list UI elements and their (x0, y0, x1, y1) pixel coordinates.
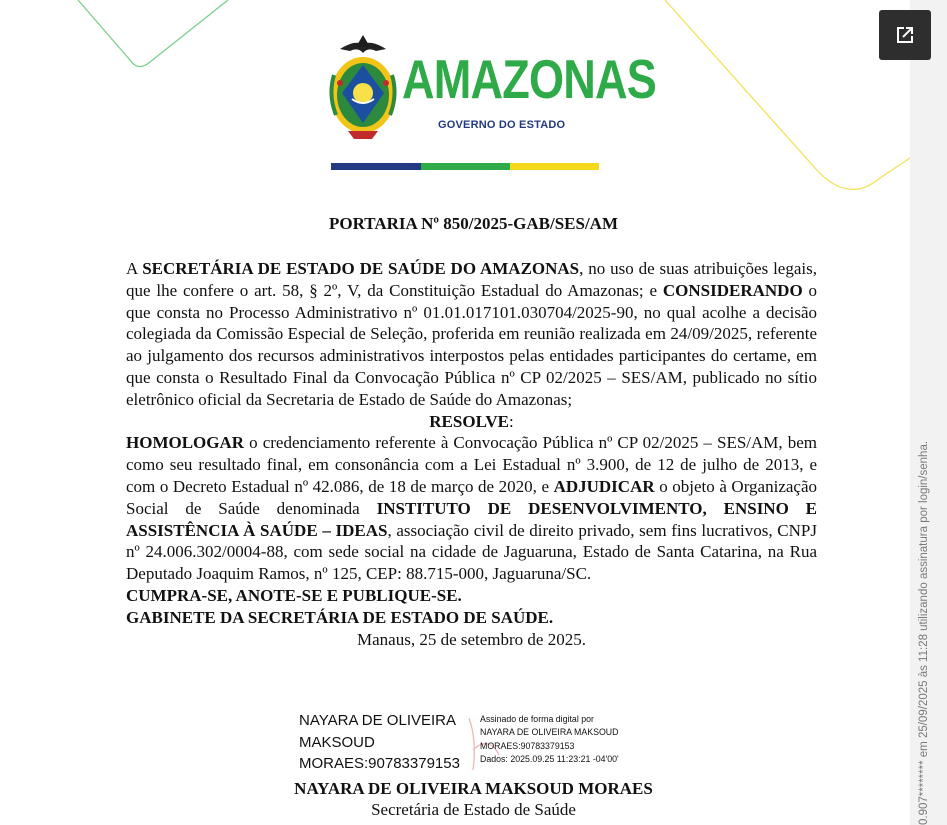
signer-name: NAYARA DE OLIVEIRA MAKSOUD MORAES (294, 779, 653, 798)
gabinete-line: GABINETE DA SECRETÁRIA DE ESTADO DE SAÚDE. (126, 607, 554, 627)
resolution-paragraph: HOMOLOGAR o credenciamento referente à Convocação Pública nº CP 02/2025 – SES/AM, bem como seu resultado final, em consonância com a Lei Estadual nº 3.900, de 12 de julho de 2013, e com o Decreto Estadual nº 42.086, de 18 de março de 2020, e ADJUDICAR o objeto à Organização Social de Saúde denominada INSTITUTO DE DESENVOLVIMENTO, ENSINO E ASSISTÊNCIA À SAÚDE – IDEAS, associação civil de direito privado, sem fins lucrativos, CNPJ nº 24.006.302/0004-88, com sede social na cidade de Jaguaruna, Estado de Santa Catarina, na Rua Deputado Joaquim Ramos, nº 125, CEP: 88.715-000, Jaguaruna/SC. (126, 433, 818, 584)
considerations-paragraph: A SECRETÁRIA DE ESTADO DE SAÚDE DO AMAZONAS, no uso de suas atribuições legais, que lhe confere o art. 58, § 2º, V, da Constituição Estadual do Amazonas; e CONSIDERANDO o que consta no Processo Administrativo nº 01.01.017101.030704/2025-90, no qual acolhe a decisão colegiada da Comissão Especial de Seleção, proferida em reunião realizada em 24/09/2025, referente ao julgamento dos recursos administrativos interpostos pelas entidades participantes do certame, em que consta o Resultado Final da Convocação Pública nº CP 02/2025 – SES/AM, publicado no sítio eletrônico oficial da Secretaria de Estado de Saúde do Amazonas; (126, 259, 818, 409)
open-in-new-icon (893, 23, 917, 47)
cumpra-line: CUMPRA-SE, ANOTE-SE E PUBLIQUE-SE. (126, 585, 462, 605)
homologar-keyword: HOMOLOGAR (126, 433, 245, 453)
amazonas-coat-of-arms-icon (326, 35, 400, 147)
document-body (126, 258, 817, 650)
signer-role: Secretária de Estado de Saúde (371, 800, 576, 819)
stripe-yellow (510, 163, 599, 170)
logo-subtitle: GOVERNO DO ESTADO (438, 119, 566, 131)
stripe-blue (331, 163, 421, 170)
document-title: PORTARIA Nº 850/2025-GAB/SES/AM (329, 214, 618, 233)
logo-wordmark: AMAZONAS (402, 48, 657, 110)
secretaria-name: SECRETÁRIA DE ESTADO DE SAÚDE DO AMAZONAS (142, 259, 580, 278)
stripe-green (421, 163, 510, 170)
place-date: Manaus, 25 de setembro de 2025. (357, 629, 586, 649)
institution-name: INSTITUTO DE DESENVOLVIMENTO, ENSINO E ASSISTÊNCIA À SAÚDE – IDEAS (126, 498, 818, 540)
considerando-keyword: CONSIDERANDO (662, 280, 803, 300)
signature-name: NAYARA DE OLIVEIRA MAKSOUD MORAES:90783379153 (299, 712, 460, 772)
adjudicar-keyword: ADJUDICAR (553, 476, 655, 496)
signature-side-note: 0.907******** em 25/09/2025 às 11:28 utilizando assinatura por login/senha. (918, 440, 930, 825)
open-external-button[interactable] (879, 10, 931, 60)
resolve-heading: RESOLVE: (429, 411, 514, 431)
signature-details: Assinado de forma digital por NAYARA DE OLIVEIRA MAKSOUD MORAES:90783379153 Dados: 2025.09.25 11:23:21 -04'00' (480, 714, 619, 765)
